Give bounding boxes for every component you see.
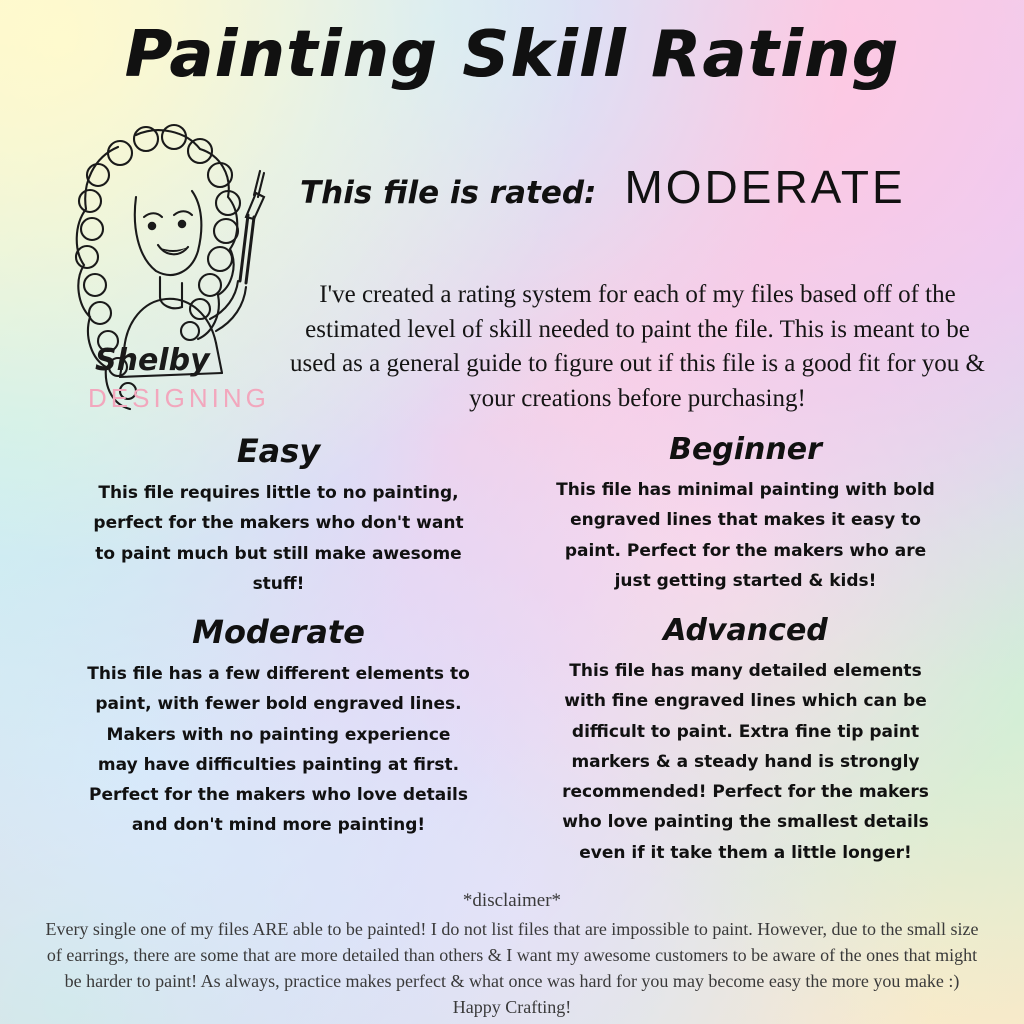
level-description: This file has many detailed elements with fine engraved lines which can be difficult to paint. Extra fine tip paint markers & a steady hand is strongly recommended! Perfect for the makers who love painting the smallest details even if it take them a little longer!	[562, 661, 929, 863]
brand-tagline: DESIGNING	[88, 383, 270, 413]
level-description: This file requires little to no painting, perfect for the makers who don't want to paint much but still make awesome stuff!	[93, 483, 464, 594]
intro-paragraph: I've created a rating system for each of my files based off of the estimated level of skill needed to paint the file. This is meant to be used as a general guide to figure out if this file is a good fit for you & your creations before purchasing!	[290, 281, 985, 412]
disclaimer-block	[40, 890, 984, 1020]
level-description: This file has a few different elements to paint, with fewer bold engraved lines. Makers with no painting experience may have difficulties painting at first. Perfect for the makers who love details and don't mind more painting!	[87, 664, 470, 836]
rating-value: MODERATE	[624, 161, 906, 213]
brand-name: Shelby	[95, 343, 210, 378]
rating-label: This file is rated:	[300, 175, 597, 211]
brand-logo	[40, 105, 275, 445]
level-description: This file has minimal painting with bold engraved lines that makes it easy to paint. Perfect for the makers who are just getting started & kids!	[556, 480, 935, 591]
level-card-advanced	[527, 613, 964, 868]
page-title: Painting Skill Rating	[124, 18, 900, 92]
rating-row	[300, 160, 1000, 214]
level-title: Easy	[236, 432, 321, 470]
levels-grid	[60, 432, 964, 868]
level-card-moderate	[60, 613, 497, 868]
disclaimer-title: *disclaimer*	[462, 890, 562, 911]
level-card-easy	[60, 432, 497, 599]
level-title: Advanced	[663, 613, 828, 648]
level-card-beginner	[527, 432, 964, 599]
level-title: Moderate	[192, 613, 365, 651]
level-title: Beginner	[669, 432, 822, 467]
disclaimer-body: Every single one of my files ARE able to be painted! I do not list files that are impossible to paint. However, due to the small size of earrings, there are some that are more detailed than others & I want my awesome customers to be aware of the ones that might be harder to paint! As always, practice makes perfect & what once was hard for you may become easy the more you make :) Happy Crafting!	[45, 919, 979, 1018]
